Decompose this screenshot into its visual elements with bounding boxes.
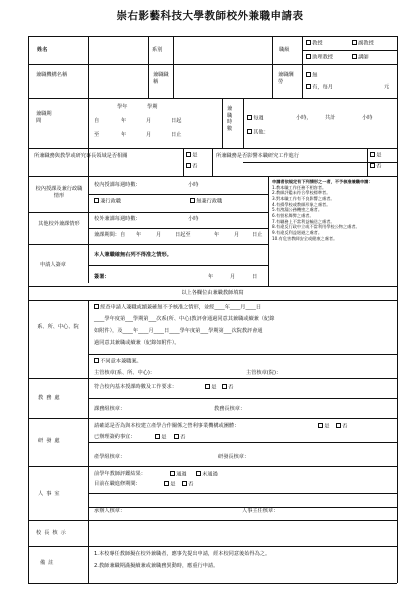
q1-yes[interactable]: 是: [186, 152, 197, 159]
rules-title: 申請者依規定有下列情形之一者，不予核准兼職申請：: [272, 179, 373, 184]
president-label: 校長核示: [36, 530, 69, 536]
checkbox[interactable]: [370, 163, 375, 168]
checkbox[interactable]: [94, 358, 99, 363]
checkbox[interactable]: [247, 129, 252, 134]
rule-item: 7.有職務上不當利益輸送之虞者。: [272, 218, 335, 224]
border-bottom: [28, 583, 397, 584]
rule-item: 10.有危害教師安全或健康之虞者。: [272, 235, 338, 241]
research-label: 研發處: [38, 438, 63, 444]
pay-none[interactable]: 無: [306, 72, 317, 79]
rank-lecturer[interactable]: 講師: [352, 54, 369, 61]
q1-no[interactable]: 否: [186, 163, 197, 170]
rule-item: 9.有違反利益迴避之虞者。: [272, 230, 323, 236]
hr-pass[interactable]: 通過: [170, 471, 187, 478]
hr-label: 人事室: [38, 491, 63, 497]
checkbox[interactable]: [318, 423, 323, 428]
office-header: 以上各欄位由兼職教師填寫: [181, 290, 244, 296]
rule-item: 3.對本職工作有不良影響之虞者。: [272, 196, 335, 202]
rank-professor[interactable]: 教授: [306, 40, 323, 47]
research2-yes[interactable]: 是: [155, 434, 166, 441]
checkbox[interactable]: [186, 163, 191, 168]
checkbox[interactable]: [222, 384, 227, 389]
other-jobs-label: 校內授課及兼行政職情形: [35, 186, 83, 199]
rank-label: 職級: [279, 47, 290, 53]
dept-reject[interactable]: 不同意本兼職案。: [94, 358, 142, 365]
checkbox[interactable]: [352, 40, 357, 45]
rank-assistant[interactable]: 助理教授: [306, 54, 333, 61]
pay-label: 兼職酬勞: [278, 72, 294, 85]
period-label: 兼職期間: [36, 111, 52, 124]
outside-label: 其他校外兼課情形: [38, 221, 80, 227]
dept-unit-label: 系、所、中心、院: [37, 324, 79, 330]
checkbox[interactable]: [164, 481, 169, 486]
border-top: [28, 36, 397, 37]
note-item: 2.教師兼職期滿擬續兼或兼職務異動時，應重行申請。: [94, 563, 219, 569]
checkbox[interactable]: [170, 471, 175, 476]
sign-label: 申請人簽章: [40, 262, 66, 268]
border-right: [397, 36, 398, 583]
has-admin[interactable]: 兼行政職: [94, 198, 121, 205]
hr-no[interactable]: 否: [182, 481, 193, 488]
rule-item: 6.有營私舞弊之虞者。: [272, 213, 314, 219]
checkbox[interactable]: [94, 304, 99, 309]
checkbox[interactable]: [205, 384, 210, 389]
notes-label: 備註: [40, 560, 57, 566]
application-form: 崇右影藝科技大學教師校外兼職申請表 姓名 系別 職級 教授 副教授 助理教授 講師 兼職機構名稱 兼職職稱 兼職酬勞 無 有，每月 元 兼職期間 學年 學期 自 年 月 日起 至 年 月 日止 兼職時數 每週 小時， 共計 小時 其他： 所兼職務與教學或研究專長領域是否相關 是 否 所兼職務是否影響本職研究工作進行 是 否 校內授課及兼行政職情形 校內授課每週時數： 小時 兼行政職 無兼行政職 其他校外兼課情形 校外兼課每週時數： 小時 兼課期間：自 年 月 日起至 年 月 日止 申請人簽章 本人兼職確無右列不得准之情形。 簽署： 年 月 日 申請者依規定有下列情形之一者，不予核准兼職申請： 1.教本職工作任務不相容者。 2.教師評鑑未符合學校標準者。 3.對本職工作有不良影響之虞者。 4.有損學校或教師形象之虞者。 5.有洩漏公務機密之虞者。 6.有營私舞弊之虞者。 7.有職務上不當利益輸送之虞者。 8.有違反行政中立或不當利用學校公物之虞者。 9.有違反利益迴避之虞者。 10.有危害教師安全或健康之虞者。 以上各欄位由兼職教師填寫 系、所、中心、院 經查申請人兼職或續兼確無不予核准之情形，並經____年____月____日 ____學年度第___學期第___次系(所、中心)教評會通過同意其兼職或續兼（紀錄 如附件），及____年____月____日____學年度第___學期第___次院教評會通 過同意其兼職或續兼（紀錄如附件）。 不同意本兼職案。 主管核章(系、所、中心)： 主管核章(院)： 教務處 符合校內基本授課時數及工作要求： 是 否 課務組核章： 教務長核章： 研發處 請確認是否為與本校建立產學合作關係之營利事業機構或團體： 是 否 已辦理簽約事宜： 是 否 產學組核章： 研發長核章： 人事室 前學年教師評鑑結果： 通過 未通過 目前在職進修期間： 是 否 承辦人核章： 人事主任核章： 校長核示 備註 1.本校專任教師擬在校外兼職者，應事先提出申請，經本校同意後始得為之。 2.教師兼職期滿擬續兼或兼職務異動時，應重行申請。: [0, 0, 420, 593]
rule-item: 5.有洩漏公務機密之虞者。: [272, 207, 323, 213]
checkbox[interactable]: [190, 198, 195, 203]
q2-yes[interactable]: 是: [370, 152, 381, 159]
rank-associate[interactable]: 副教授: [352, 40, 374, 47]
checkbox[interactable]: [247, 115, 252, 120]
declare-text: 本人兼職確無右列不得准之情形。: [94, 252, 172, 258]
no-admin[interactable]: 無兼行政職: [190, 198, 222, 205]
pay-unit: 元: [384, 84, 390, 90]
org-name-label: 兼職機構名稱: [36, 72, 68, 78]
research2-no[interactable]: 否: [174, 434, 185, 441]
checkbox[interactable]: [306, 54, 311, 59]
rule-item: 2.教師評鑑未符合學校標準者。: [272, 190, 331, 196]
hours-label: 兼職時數: [227, 106, 233, 132]
q2-no[interactable]: 否: [370, 163, 381, 170]
academic-no[interactable]: 否: [222, 384, 233, 391]
border-left: [28, 36, 29, 583]
dept-label: 系別: [152, 47, 163, 53]
checkbox[interactable]: [186, 152, 191, 157]
position-label: 兼職職稱: [153, 72, 169, 85]
research-no[interactable]: 否: [336, 423, 347, 430]
name-label: 姓名: [37, 47, 48, 53]
research-yes[interactable]: 是: [318, 423, 329, 430]
rule-item: 1.教本職工作任務不相容者。: [272, 184, 327, 190]
q1-text: 所兼職務與教學或研究專長領域是否相關: [34, 153, 128, 159]
note-item: 1.本校專任教師擬在校外兼職者，應事先提出申請，經本校同意後始得為之。: [94, 551, 271, 557]
q2-text: 所兼職務是否影響本職研究工作進行: [216, 153, 300, 159]
checkbox[interactable]: [182, 481, 187, 486]
checkbox[interactable]: [196, 471, 201, 476]
rule-item: 8.有違反行政中立或不當利用學校公物之虞者。: [272, 224, 360, 230]
rules-box: [272, 179, 394, 241]
checkbox[interactable]: [336, 423, 341, 428]
hr-yes[interactable]: 是: [164, 481, 175, 488]
checkbox[interactable]: [352, 54, 357, 59]
checkbox[interactable]: [370, 152, 375, 157]
checkbox[interactable]: [306, 40, 311, 45]
checkbox[interactable]: [306, 72, 311, 77]
sign-word: 簽署：: [94, 274, 110, 280]
form-title: 崇右影藝科技大學教師校外兼職申請表: [116, 10, 304, 22]
dept-approve[interactable]: 經查申請人兼職或續兼確無不予核准之情形，並經____年____月____日: [94, 304, 261, 311]
checkbox[interactable]: [306, 84, 311, 89]
pay-has[interactable]: 有，每月: [306, 84, 333, 91]
hr-fail[interactable]: 未通過: [196, 471, 218, 478]
academic-label: 教務處: [38, 395, 63, 401]
hours-weekly[interactable]: 每週: [247, 115, 264, 122]
academic-yes[interactable]: 是: [205, 384, 216, 391]
checkbox[interactable]: [94, 198, 99, 203]
hours-other[interactable]: 其他：: [247, 129, 269, 136]
rule-item: 4.有損學校或教師形象之虞者。: [272, 201, 331, 207]
checkbox[interactable]: [155, 434, 160, 439]
checkbox[interactable]: [174, 434, 179, 439]
